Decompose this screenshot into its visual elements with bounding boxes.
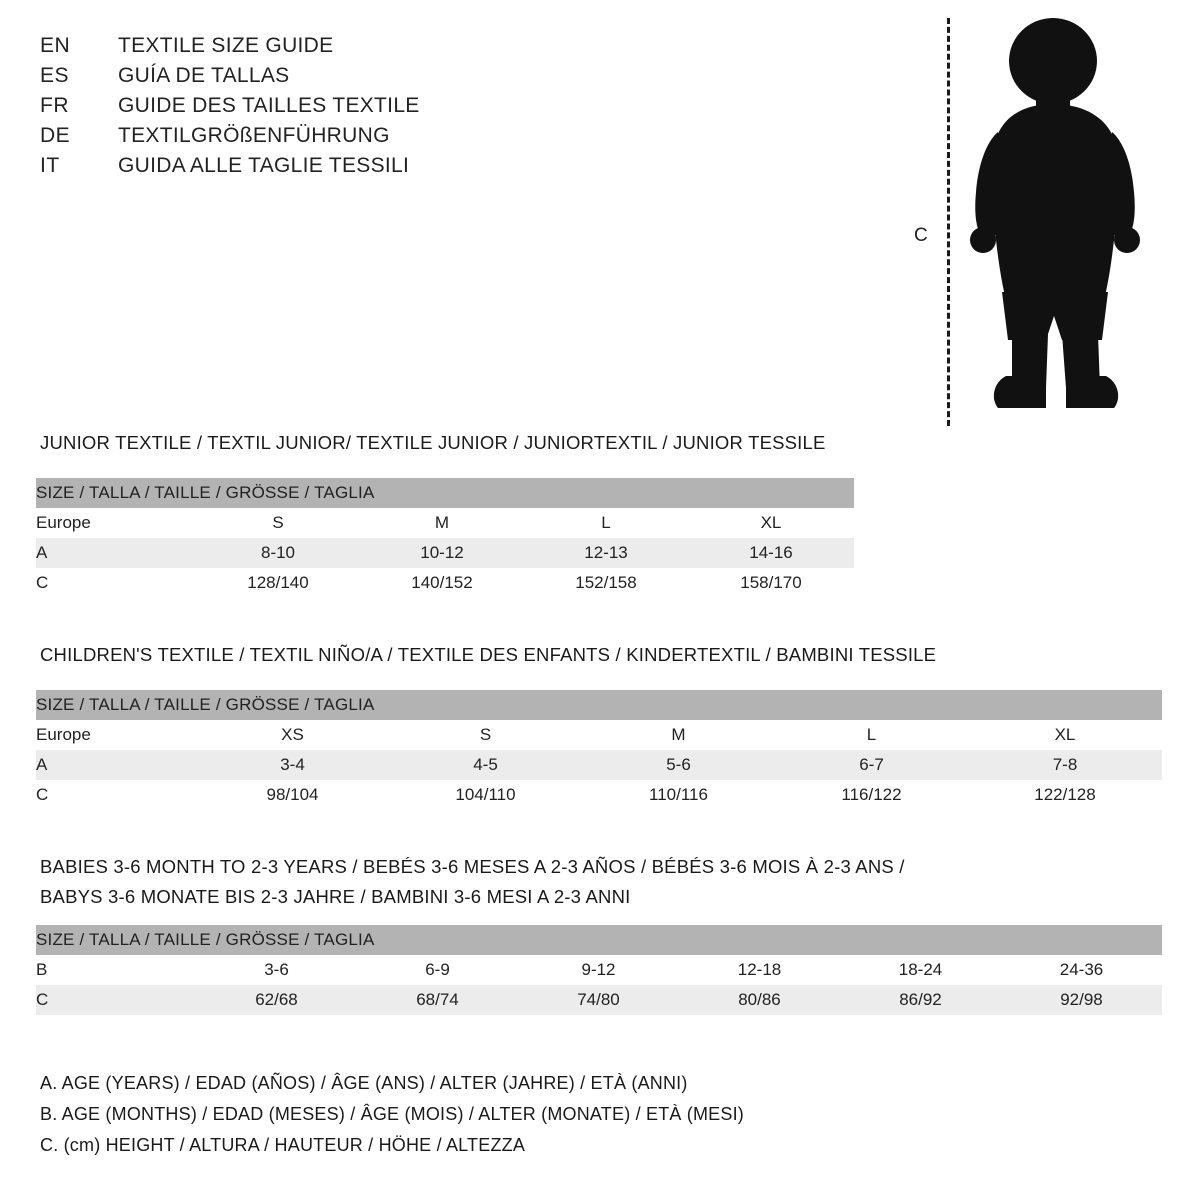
- band-label: SIZE / TALLA / TAILLE / GRÖSSE / TAGLIA: [36, 690, 1162, 720]
- table-row: [36, 720, 1162, 750]
- cell-value: XS: [196, 720, 389, 750]
- cell-value: 68/74: [357, 985, 518, 1015]
- cell-value: 7-8: [968, 750, 1162, 780]
- cell-value: S: [196, 508, 360, 538]
- cell-value: 128/140: [196, 568, 360, 598]
- language-title: GUIDA ALLE TAGLIE TESSILI: [118, 154, 410, 177]
- language-title: TEXTILE SIZE GUIDE: [118, 34, 334, 57]
- cell-value: 6-9: [357, 955, 518, 985]
- band-label: SIZE / TALLA / TAILLE / GRÖSSE / TAGLIA: [36, 478, 854, 508]
- cell-value: 3-4: [196, 750, 389, 780]
- language-title: GUIDE DES TAILLES TEXTILE: [118, 94, 420, 117]
- language-row: [40, 154, 680, 184]
- language-code: FR: [40, 94, 69, 117]
- band-label: SIZE / TALLA / TAILLE / GRÖSSE / TAGLIA: [36, 925, 1162, 955]
- table-row: [36, 508, 854, 538]
- cell-value: 12-13: [524, 538, 688, 568]
- language-row: [40, 124, 680, 154]
- cell-value: 104/110: [389, 780, 582, 810]
- language-title: TEXTILGRÖßENFÜHRUNG: [118, 124, 390, 147]
- language-title: GUÍA DE TALLAS: [118, 64, 290, 87]
- row-label: C: [36, 780, 196, 810]
- section-title-children: CHILDREN'S TEXTILE / TEXTIL NIÑO/A / TEXTILE DES ENFANTS / KINDERTEXTIL / BAMBINI TESSILE: [40, 644, 937, 665]
- language-code: EN: [40, 34, 71, 57]
- cell-value: 24-36: [1001, 955, 1162, 985]
- language-code: IT: [40, 154, 60, 177]
- junior-size-table: [36, 478, 854, 598]
- cell-value: L: [775, 720, 968, 750]
- cell-value: 122/128: [968, 780, 1162, 810]
- cell-value: 10-12: [360, 538, 524, 568]
- language-title-list: [40, 34, 680, 184]
- section-title-babies-line1: BABIES 3-6 MONTH TO 2-3 YEARS / BEBÉS 3-6 MESES A 2-3 AÑOS / BÉBÉS 3-6 MOIS À 2-3 ANS /: [40, 856, 905, 877]
- cell-value: 4-5: [389, 750, 582, 780]
- table-row: [36, 985, 1162, 1015]
- section-title-babies: [40, 852, 1090, 912]
- table-row: [36, 750, 1162, 780]
- cell-value: 140/152: [360, 568, 524, 598]
- cell-value: XL: [688, 508, 854, 538]
- children-size-table: [36, 690, 1162, 810]
- cell-value: 110/116: [582, 780, 775, 810]
- cell-value: 18-24: [840, 955, 1001, 985]
- table-row: [36, 955, 1162, 985]
- cell-value: S: [389, 720, 582, 750]
- legend-line-a: A. AGE (YEARS) / EDAD (AÑOS) / ÂGE (ANS) / ALTER (JAHRE) / ETÀ (ANNI): [40, 1073, 688, 1093]
- cell-value: 5-6: [582, 750, 775, 780]
- table-row: [36, 568, 854, 598]
- legend-line-c: C. (cm) HEIGHT / ALTURA / HAUTEUR / HÖHE / ALTEZZA: [40, 1135, 526, 1155]
- language-code: ES: [40, 64, 70, 87]
- language-row: [40, 94, 680, 124]
- cell-value: 152/158: [524, 568, 688, 598]
- cell-value: 3-6: [196, 955, 357, 985]
- cell-value: 14-16: [688, 538, 854, 568]
- cell-value: 80/86: [679, 985, 840, 1015]
- language-code: DE: [40, 124, 71, 147]
- table-band-row: [36, 925, 1162, 955]
- table-band-row: [36, 690, 1162, 720]
- table-row: [36, 538, 854, 568]
- section-title-junior: JUNIOR TEXTILE / TEXTIL JUNIOR/ TEXTILE JUNIOR / JUNIORTEXTIL / JUNIOR TESSILE: [40, 432, 826, 453]
- row-label: B: [36, 955, 196, 985]
- cell-value: 116/122: [775, 780, 968, 810]
- row-label: Europe: [36, 508, 196, 538]
- cell-value: 6-7: [775, 750, 968, 780]
- language-row: [40, 64, 680, 94]
- section-title-babies-line2: BABYS 3-6 MONATE BIS 2-3 JAHRE / BAMBINI 3-6 MESI A 2-3 ANNI: [40, 886, 631, 907]
- row-label: A: [36, 538, 196, 568]
- language-row: [40, 34, 680, 64]
- cell-value: M: [360, 508, 524, 538]
- cell-value: M: [582, 720, 775, 750]
- row-label: Europe: [36, 720, 196, 750]
- height-measure-figure: [900, 10, 1160, 430]
- row-label: A: [36, 750, 196, 780]
- cell-value: 86/92: [840, 985, 1001, 1015]
- table-row: [36, 780, 1162, 810]
- child-silhouette-icon: [950, 16, 1150, 431]
- row-label: C: [36, 568, 196, 598]
- measure-label-c: C: [914, 225, 928, 246]
- cell-value: L: [524, 508, 688, 538]
- cell-value: 158/170: [688, 568, 854, 598]
- cell-value: XL: [968, 720, 1162, 750]
- cell-value: 92/98: [1001, 985, 1162, 1015]
- cell-value: 8-10: [196, 538, 360, 568]
- cell-value: 98/104: [196, 780, 389, 810]
- table-band-row: [36, 478, 854, 508]
- cell-value: 74/80: [518, 985, 679, 1015]
- legend-line-b: B. AGE (MONTHS) / EDAD (MESES) / ÂGE (MOIS) / ALTER (MONATE) / ETÀ (MESI): [40, 1104, 744, 1124]
- cell-value: 12-18: [679, 955, 840, 985]
- cell-value: 62/68: [196, 985, 357, 1015]
- cell-value: 9-12: [518, 955, 679, 985]
- legend-block: [40, 1068, 1040, 1161]
- babies-size-table: [36, 925, 1162, 1015]
- row-label: C: [36, 985, 196, 1015]
